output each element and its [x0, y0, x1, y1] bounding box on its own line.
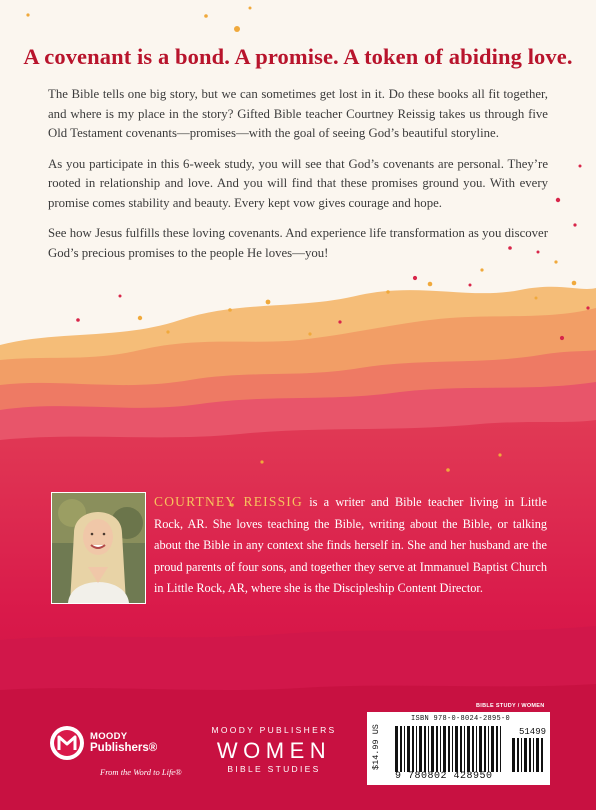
barcode-bar	[476, 726, 477, 772]
headline: A covenant is a bond. A promise. A token of abiding love.	[23, 44, 573, 69]
barcode-bar	[488, 726, 489, 772]
barcode-bar	[521, 738, 522, 772]
barcode-bar	[491, 726, 494, 772]
price-code: 51499	[519, 727, 547, 737]
author-name: COURTNEY REISSIG	[154, 494, 303, 509]
description	[48, 85, 548, 274]
barcode-bar	[395, 726, 398, 772]
barcode-bar	[440, 726, 441, 772]
barcode-addon-bars	[512, 738, 546, 772]
barcode-bar	[443, 726, 446, 772]
author-bio	[154, 491, 547, 600]
publisher-name-line2: Publishers®	[90, 742, 158, 754]
barcode-bar	[529, 738, 531, 772]
barcode-bar	[436, 726, 438, 772]
barcode-bar	[431, 726, 434, 772]
barcode-bar	[517, 738, 519, 772]
moody-logo-icon	[49, 725, 85, 761]
author-portrait-image	[52, 493, 145, 603]
barcode-bar	[524, 738, 527, 772]
genre-label: BIBLE STUDY / WOMEN	[476, 703, 545, 709]
barcode-digits: 9 780802 428950	[395, 771, 493, 782]
barcode-bar	[424, 726, 426, 772]
barcode-bar	[452, 726, 453, 772]
barcode-bar	[484, 726, 486, 772]
barcode-bar	[460, 726, 462, 772]
author-photo	[51, 492, 146, 604]
barcode-bar	[536, 738, 539, 772]
barcode-bar	[419, 726, 422, 772]
series-title: WOMEN	[216, 738, 332, 763]
barcode-bar	[407, 726, 410, 772]
barcode-bar	[500, 726, 501, 772]
barcode-bar	[412, 726, 414, 772]
barcode-bar	[496, 726, 498, 772]
barcode-bar	[428, 726, 429, 772]
barcode-bar	[404, 726, 405, 772]
barcode-bar	[464, 726, 465, 772]
author-bio-text: is a writer and Bible teacher living in Little Rock, AR. She loves teaching the Bible, writing about the Bible, or talking about the Bible in any context she finds herself in. She and her husband are the proud parents of four sons, and together they serve at Immanuel Baptist Church in Little Rock, AR, where she is the Discipleship Content Director.	[154, 495, 547, 595]
description-paragraph: As you participate in this 6-week study, you will see that God’s covenants are personal. They’re rooted in relationship and love. And you will find that these promises ground you. With every promise comes stability and beauty. Every kept vow gives courage and hope.	[48, 156, 548, 210]
barcode-bar	[533, 738, 534, 772]
series-subtitle: BIBLE STUDIES	[227, 764, 321, 774]
barcode-bars	[395, 726, 503, 772]
barcode-bar	[472, 726, 474, 772]
description-paragraph: See how Jesus fulfills these loving covenants. And experience life transformation as you discover God’s precious promises to the people He loves—you!	[48, 226, 548, 260]
price: $14.99 US	[371, 724, 381, 770]
barcode-bar	[479, 726, 482, 772]
isbn: ISBN 978-0-8024-2895-0	[411, 715, 511, 723]
publisher-tagline: From the Word to Life®	[100, 767, 182, 777]
barcode-bar	[541, 738, 543, 772]
barcode-bar	[512, 738, 515, 772]
barcode-bar	[400, 726, 402, 772]
series-publisher: MOODY PUBLISHERS	[211, 725, 337, 735]
barcode-bar	[467, 726, 470, 772]
barcode-bar	[416, 726, 417, 772]
publisher-name-line1: MOODY	[90, 731, 128, 742]
description-paragraph: The Bible tells one big story, but we can sometimes get lost in it. Do these books all fit together, and where is my place in the story? Gifted Bible teacher Courtney Reissig takes us through five Old Testament covenants—promises—with the goal of seeing God’s beautiful storyline.	[48, 87, 548, 140]
barcode-bar	[455, 726, 458, 772]
barcode-bar	[448, 726, 450, 772]
